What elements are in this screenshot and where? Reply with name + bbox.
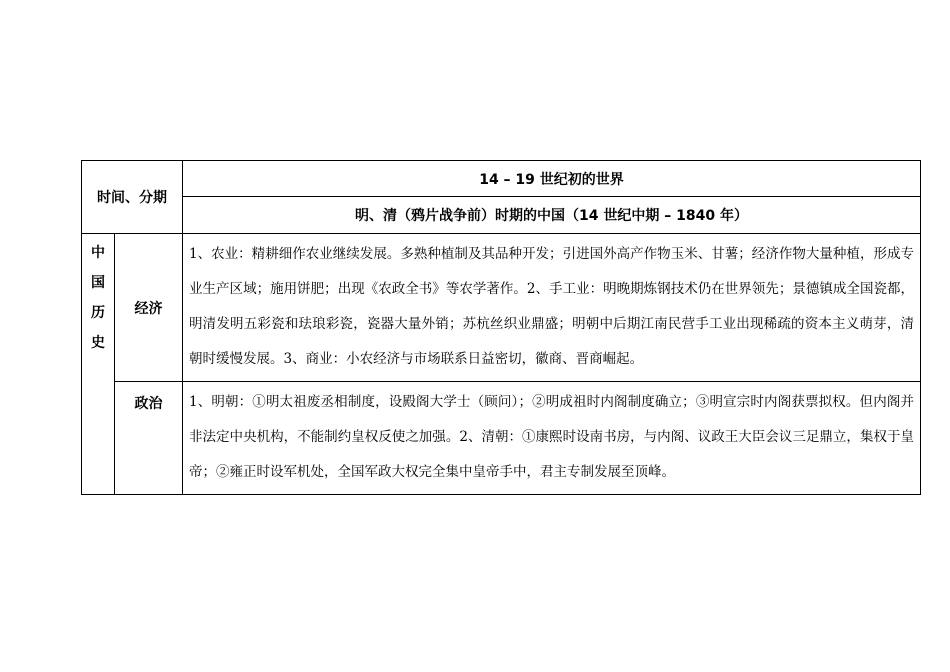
history-table	[81, 160, 921, 495]
period-label-cell	[82, 161, 183, 234]
china-history-label-cell	[82, 234, 115, 495]
world-title: 14 – 19 世纪初的世界	[479, 171, 624, 188]
china-title: 明、清（鸦片战争前）时期的中国（14 世纪中期 – 1840 年）	[355, 208, 748, 224]
economy-label-cell	[115, 234, 183, 382]
politics-label: 政治	[134, 396, 163, 412]
politics-label-cell	[115, 382, 183, 495]
china-history-char: 史	[91, 335, 105, 351]
china-history-char: 历	[91, 305, 105, 321]
politics-content: 1、明朝：①明太祖废丞相制度，设殿阁大学士（顾问）；②明成祖时内阁制度确立；③明宣宗时内阁获票拟权。但内阁并非法定中央机构，不能制约皇权反使之加强。2、清朝：①康熙时设南书房，与内阁、议政王大臣会议三足鼎立，集权于皇帝；②雍正时设军机处，全国军政大权完全集中皇帝手中，君主专制发展至顶峰。	[183, 382, 921, 495]
china-history-char: 国	[91, 275, 105, 291]
china-title-cell	[183, 197, 921, 234]
economy-label: 经济	[134, 300, 163, 317]
china-history-char: 中	[91, 245, 105, 261]
world-title-cell	[183, 161, 921, 197]
economy-content: 1、农业：精耕细作农业继续发展。多熟种植制及其品种开发；引进国外高产作物玉米、甘薯；经济作物大量种植，形成专业生产区域；施用饼肥；出现《农政全书》等农学著作。2、手工业：明晚期炼钢技术仍在世界领先；景德镇成全国瓷都，明清发明五彩瓷和珐琅彩瓷，瓷器大量外销；苏杭丝织业鼎盛；明朝中后期江南民营手工业出现稀疏的资本主义萌芽，清朝时缓慢发展。3、商业：小农经济与市场联系日益密切，徽商、晋商崛起。	[183, 234, 921, 382]
period-label: 时间、分期	[97, 190, 167, 206]
